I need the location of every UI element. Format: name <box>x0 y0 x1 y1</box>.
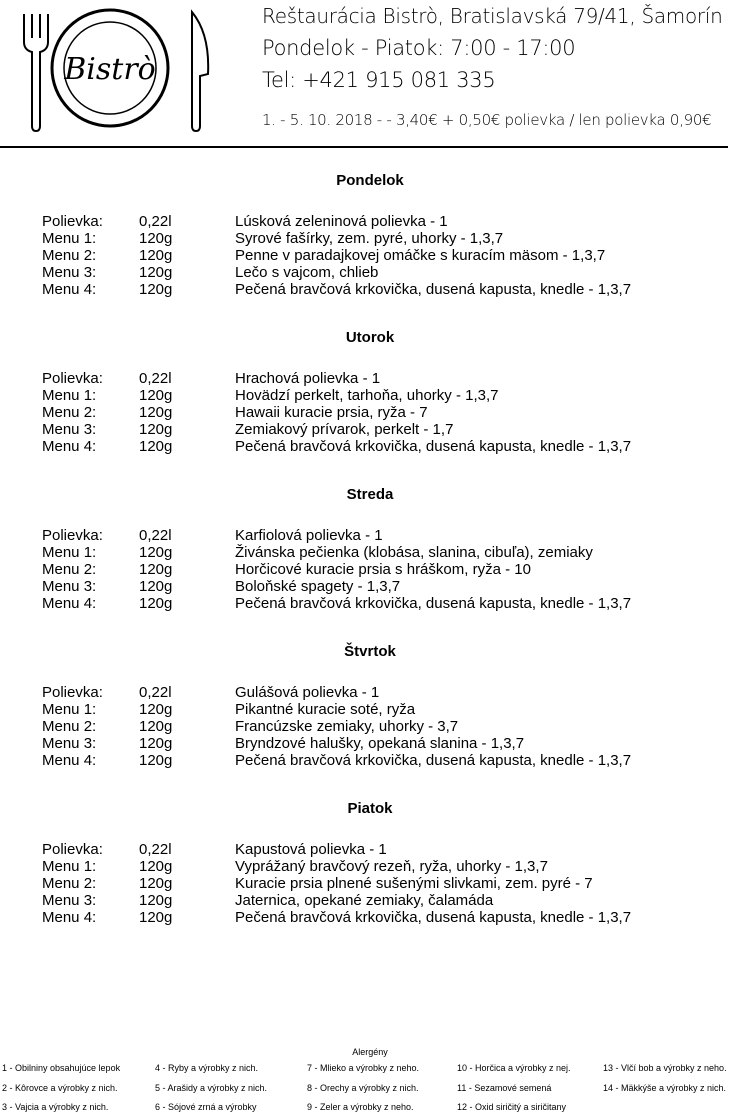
item-dish: Kuracie prsia plnené sušenými slivkami, zem. pyré - 7 <box>235 875 593 892</box>
item-dish: Lečo s vajcom, chlieb <box>235 264 379 281</box>
day-section <box>0 486 740 643</box>
item-label: Menu 1: <box>42 701 97 718</box>
item-quantity: 120g <box>139 230 173 247</box>
item-quantity: 120g <box>139 421 173 438</box>
day-title: Štvrtok <box>344 643 396 660</box>
allergen-item: 13 - Vlčí bob a výrobky z neho. <box>603 1063 727 1073</box>
allergen-item: 14 - Mäkkýše a výrobky z nich. <box>603 1083 727 1093</box>
item-dish: Gulášová polievka - 1 <box>235 684 380 701</box>
item-dish: Francúzske zemiaky, uhorky - 3,7 <box>235 718 459 735</box>
item-label: Menu 3: <box>42 735 97 752</box>
item-dish: Syrové fašírky, zem. pyré, uhorky - 1,3,7 <box>235 230 504 247</box>
allergen-item: 5 - Arašidy a výrobky z nich. <box>155 1083 268 1093</box>
header-divider <box>0 146 728 148</box>
item-dish: Jaternica, opekané zemiaky, čalamáda <box>235 892 494 909</box>
item-label: Polievka: <box>42 527 103 544</box>
item-dish: Bryndzové halušky, opekaná slanina - 1,3,7 <box>235 735 525 752</box>
item-label: Menu 3: <box>42 264 97 281</box>
item-dish: Pečená bravčová krkovička, dusená kapusta, knedle - 1,3,7 <box>235 909 632 926</box>
allergen-item: 9 - Zeler a výrobky z neho. <box>307 1102 414 1112</box>
item-quantity: 120g <box>139 595 173 612</box>
restaurant-address: Reštaurácia Bistrò, Bratislavská 79/41, Šamorín <box>262 4 723 28</box>
knife-icon <box>192 12 208 131</box>
item-dish: Lúsková zeleninová polievka - 1 <box>235 213 448 230</box>
item-label: Menu 2: <box>42 875 97 892</box>
item-dish: Boloňské spagety - 1,3,7 <box>235 578 401 595</box>
item-dish: Pečená bravčová krkovička, dusená kapusta, knedle - 1,3,7 <box>235 595 632 612</box>
menu-header <box>0 0 740 150</box>
item-dish: Hrachová polievka - 1 <box>235 370 381 387</box>
item-label: Menu 2: <box>42 561 97 578</box>
item-quantity: 120g <box>139 544 173 561</box>
item-label: Menu 3: <box>42 578 97 595</box>
item-quantity: 120g <box>139 718 173 735</box>
day-section <box>0 643 740 800</box>
item-dish: Živánska pečienka (klobása, slanina, cibuľa), zemiaky <box>235 544 593 561</box>
allergen-item: 12 - Oxid siričitý a siričitany <box>457 1102 567 1112</box>
day-section <box>0 329 740 486</box>
allergen-item: 10 - Horčica a výrobky z nej. <box>457 1063 571 1073</box>
item-dish: Zemiakový prívarok, perkelt - 1,7 <box>235 421 454 438</box>
day-section <box>0 800 740 957</box>
allergen-item: 2 - Kôrovce a výrobky z nich. <box>2 1083 118 1093</box>
item-quantity: 120g <box>139 281 173 298</box>
item-label: Menu 1: <box>42 544 97 561</box>
bistro-logo <box>10 4 250 134</box>
item-quantity: 0,22l <box>139 213 172 230</box>
item-label: Polievka: <box>42 684 103 701</box>
allergen-item: 1 - Obilniny obsahujúce lepok <box>2 1063 121 1073</box>
item-quantity: 120g <box>139 438 173 455</box>
item-dish: Pikantné kuracie soté, ryža <box>235 701 416 718</box>
item-quantity: 120g <box>139 909 173 926</box>
item-label: Menu 4: <box>42 752 97 769</box>
item-label: Menu 1: <box>42 387 97 404</box>
item-label: Menu 4: <box>42 909 97 926</box>
item-quantity: 120g <box>139 578 173 595</box>
item-quantity: 120g <box>139 247 173 264</box>
day-title: Piatok <box>347 800 393 817</box>
item-label: Menu 4: <box>42 438 97 455</box>
item-label: Menu 3: <box>42 421 97 438</box>
item-dish: Pečená bravčová krkovička, dusená kapusta, knedle - 1,3,7 <box>235 438 632 455</box>
item-dish: Pečená bravčová krkovička, dusená kapusta, knedle - 1,3,7 <box>235 281 632 298</box>
item-quantity: 120g <box>139 735 173 752</box>
allergen-item: 4 - Ryby a výrobky z nich. <box>155 1063 259 1073</box>
item-quantity: 0,22l <box>139 527 172 544</box>
allergen-item: 11 - Sezamové semená <box>457 1083 552 1093</box>
item-label: Polievka: <box>42 213 103 230</box>
phone-number: Tel: +421 915 081 335 <box>262 68 496 92</box>
item-dish: Hovädzí perkelt, tarhoňa, uhorky - 1,3,7 <box>235 387 499 404</box>
item-dish: Karfiolová polievka - 1 <box>235 527 383 544</box>
item-label: Menu 4: <box>42 281 97 298</box>
day-title: Pondelok <box>336 172 404 189</box>
allergen-item: 6 - Sójové zrná a výrobky <box>155 1102 257 1112</box>
item-label: Menu 3: <box>42 892 97 909</box>
price-info: 1. - 5. 10. 2018 - - 3,40€ + 0,50€ polievka / len polievka 0,90€ <box>262 111 712 129</box>
logo-text: Bistrò <box>64 52 156 87</box>
item-label: Menu 2: <box>42 404 97 421</box>
allergens-legend <box>0 1046 740 1112</box>
allergen-item: 7 - Mlieko a výrobky z neho. <box>307 1063 420 1073</box>
item-dish: Pečená bravčová krkovička, dusená kapusta, knedle - 1,3,7 <box>235 752 632 769</box>
item-quantity: 0,22l <box>139 684 172 701</box>
item-quantity: 0,22l <box>139 370 172 387</box>
item-dish: Horčicové kuracie prsia s hráškom, ryža - 10 <box>235 561 531 578</box>
item-quantity: 120g <box>139 752 173 769</box>
item-dish: Kapustová polievka - 1 <box>235 841 387 858</box>
item-dish: Vyprážaný bravčový rezeň, ryža, uhorky - 1,3,7 <box>235 858 548 875</box>
item-label: Menu 4: <box>42 595 97 612</box>
day-section <box>0 172 740 329</box>
item-quantity: 120g <box>139 264 173 281</box>
item-quantity: 0,22l <box>139 841 172 858</box>
day-title: Streda <box>346 486 394 503</box>
item-quantity: 120g <box>139 404 173 421</box>
item-dish: Penne v paradajkovej omáčke s kuracím mäsom - 1,3,7 <box>235 247 606 264</box>
allergens-title: Alergény <box>352 1047 388 1057</box>
item-label: Polievka: <box>42 841 103 858</box>
item-quantity: 120g <box>139 858 173 875</box>
item-quantity: 120g <box>139 892 173 909</box>
item-quantity: 120g <box>139 387 173 404</box>
allergen-item: 8 - Orechy a výrobky z nich. <box>307 1083 419 1093</box>
item-label: Menu 2: <box>42 247 97 264</box>
item-quantity: 120g <box>139 561 173 578</box>
item-label: Polievka: <box>42 370 103 387</box>
day-title: Utorok <box>345 329 395 346</box>
item-quantity: 120g <box>139 701 173 718</box>
item-quantity: 120g <box>139 875 173 892</box>
item-label: Menu 1: <box>42 230 97 247</box>
allergen-item: 3 - Vajcia a výrobky z nich. <box>2 1102 109 1112</box>
weekly-menu <box>0 172 740 957</box>
item-label: Menu 2: <box>42 718 97 735</box>
item-dish: Hawaii kuracie prsia, ryža - 7 <box>235 404 428 421</box>
opening-hours: Pondelok - Piatok: 7:00 - 17:00 <box>262 36 576 60</box>
item-label: Menu 1: <box>42 858 97 875</box>
fork-icon <box>24 14 48 131</box>
